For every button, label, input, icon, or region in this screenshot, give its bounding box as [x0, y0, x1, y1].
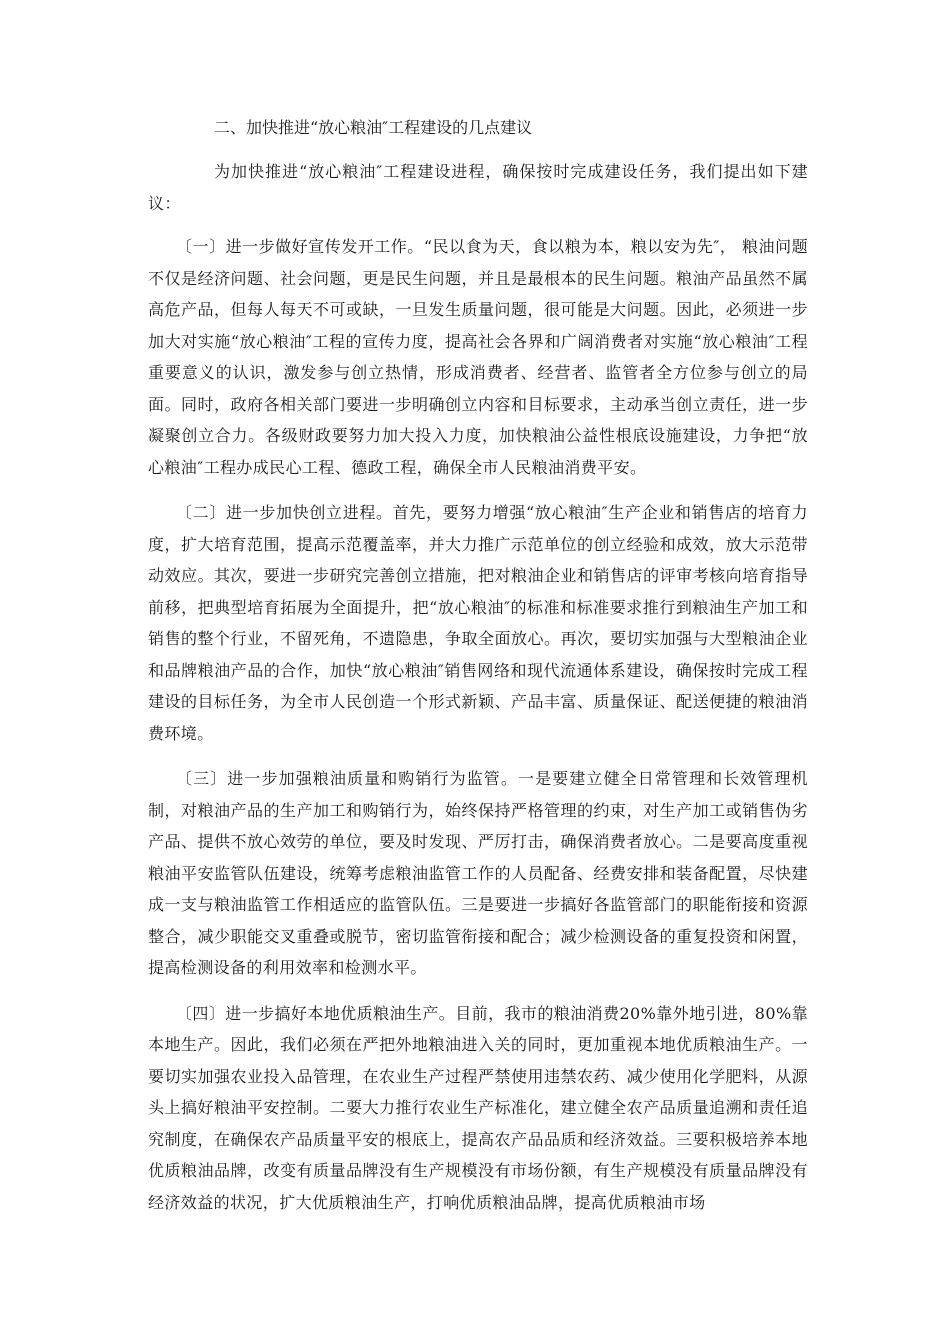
- intro-paragraph: 为加快推进“放心粮油″工程建设进程，确保按时完成建设任务，我们提出如下建议：: [148, 162, 808, 213]
- paragraph-2: 〔二〕进一步加快创立进程。首先，要努力增强“放心粮油″生产企业和销售店的培育力度，扩大培育范围，提高示范覆盖率，并大力推广示范单位的创立经验和成效，放大示范带动效应。其次，要进一步研究完善创立措施，把对粮油企业和销售店的评审考核向培育指导前移，把典型培育拓展为全面提升，把“放心粮油″的标准和标准要求推行到粮油生产加工和销售的整个行业，不留死角，不遗隐患，争取全面放心。再次，要切实加强与大型粮油企业和品牌粮油产品的合作，加快“放心粮油″销售网络和现代流通体系建设，确保按时完成工程建设的目标任务，为全市人民创造一个形式新颖、产品丰富、质量保证、配送便捷的粮油消费环境。: [148, 503, 808, 743]
- paragraph-1: 〔一〕进一步做好宣传发开工作。“民以食为天，食以粮为本，粮以安为先″， 粮油问题不仅是经济问题、社会问题，更是民生问题，并且是最根本的民生问题。粮油产品虽然不属高危产品，但每人每天不可或缺，一旦发生质量问题，很可能是大问题。因此，必须进一步加大对实施“放心粮油″工程的宣传力度，提高社会各界和广阔消费者对实施“放心粮油″工程重要意义的认识，激发参与创立热情，形成消费者、经营者、监管者全方位参与创立的局面。同时，政府各相关部门要进一步明确创立内容和目标要求，主动承当创立责任，进一步凝聚创立合力。各级财政要努力加大投入力度，加快粮油公益性根底设施建设，力争把“放心粮油″工程办成民心工程、德政工程，确保全市人民粮油消费平安。: [148, 237, 808, 477]
- paragraph-3: 〔三〕进一步加强粮油质量和购销行为监管。一是要建立健全日常管理和长效管理机制，对粮油产品的生产加工和购销行为，始终保持严格管理的约束，对生产加工或销售伪劣产品、提供不放心效劳的单位，要及时发现、严厉打击，确保消费者放心。二是要高度重视粮油平安监管队伍建设，统筹考虑粮油监管工作的人员配备、经费安排和装备配置，尽快建成一支与粮油监管工作相适应的监管队伍。三是要进一步搞好各监管部门的职能衔接和资源整合，减少职能交叉重叠或脱节，密切监管衔接和配合；减少检测设备的重复投资和闲置，提高检测设备的利用效率和检测水平。: [148, 769, 808, 977]
- document-page: [148, 112, 808, 1232]
- section-heading: 二、加快推进“放心粮油″工程建设的几点建议: [214, 118, 533, 137]
- paragraph-4: 〔四〕进一步搞好本地优质粮油生产。目前，我市的粮油消费20%靠外地引进，80%靠本地生产。因此，我们必须在严把外地粮油进入关的同时，更加重视本地优质粮油生产。一要切实加强农业投入品管理，在农业生产过程严禁使用违禁农药、减少使用化学肥料，从源头上搞好粮油平安控制。二要大力推行农业生产标准化，建立健全农产品质量追溯和责任追究制度，在确保农产品质量平安的根底上，提高农产品品质和经济效益。三要积极培养本地优质粮油品牌，改变有质量品牌没有生产规模没有市场份额，有生产规模没有质量品牌没有经济效益的状况，扩大优质粮油生产，打响优质粮油品牌，提高优质粮油市场: [148, 1003, 808, 1212]
